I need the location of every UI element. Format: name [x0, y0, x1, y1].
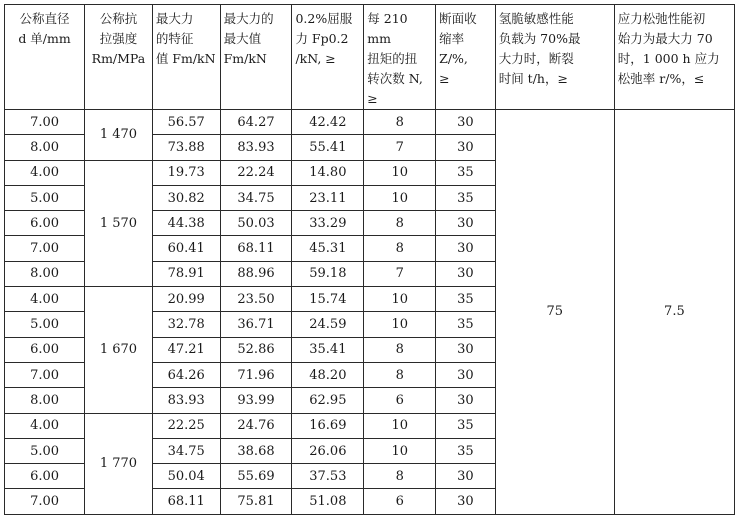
cell-yield-force: 42.42: [292, 110, 364, 135]
cell-diameter: 8.00: [5, 261, 85, 286]
cell-yield-force: 37.53: [292, 464, 364, 489]
cell-reduction: 30: [436, 388, 496, 413]
header-yield-force: [292, 5, 364, 110]
header-line: 时间 t/h，≥: [498, 71, 568, 86]
cell-torsion: 10: [364, 160, 436, 185]
cell-diameter: 5.00: [5, 185, 85, 210]
cell-max-force-char: 68.11: [152, 489, 220, 514]
header-line: 最大值: [223, 31, 262, 46]
cell-reduction: 35: [436, 438, 496, 463]
cell-tensile-strength: 1 770: [85, 413, 153, 514]
header-line: 每 210 mm: [367, 11, 408, 46]
cell-diameter: 5.00: [5, 438, 85, 463]
cell-yield-force: 35.41: [292, 337, 364, 362]
cell-max-force-max: 50.03: [220, 211, 292, 236]
cell-torsion: 8: [364, 337, 436, 362]
cell-max-force-char: 32.78: [152, 312, 220, 337]
cell-max-force-max: 55.69: [220, 464, 292, 489]
cell-torsion: 10: [364, 312, 436, 337]
header-tensile-strength: [85, 5, 153, 110]
header-line: 转次数 N,: [367, 71, 423, 86]
cell-reduction: 35: [436, 287, 496, 312]
cell-relaxation-rate: 7.5: [614, 110, 734, 515]
header-line: 大力时，断裂: [498, 51, 574, 66]
cell-max-force-char: 34.75: [152, 438, 220, 463]
cell-max-force-max: 24.76: [220, 413, 292, 438]
cell-max-force-char: 44.38: [152, 211, 220, 236]
cell-torsion: 10: [364, 413, 436, 438]
cell-torsion: 8: [364, 362, 436, 387]
cell-reduction: 30: [436, 236, 496, 261]
cell-yield-force: 23.11: [292, 185, 364, 210]
header-line: 最大力的: [223, 11, 274, 26]
cell-max-force-max: 38.68: [220, 438, 292, 463]
header-line: 0.2%屈服: [295, 11, 353, 26]
cell-torsion: 10: [364, 438, 436, 463]
cell-torsion: 8: [364, 464, 436, 489]
header-line: 缩率: [439, 31, 465, 46]
cell-reduction: 30: [436, 489, 496, 514]
cell-yield-force: 51.08: [292, 489, 364, 514]
cell-reduction: 35: [436, 413, 496, 438]
cell-max-force-char: 20.99: [152, 287, 220, 312]
header-line: 氢脆敏感性能: [498, 11, 574, 26]
cell-max-force-max: 93.99: [220, 388, 292, 413]
header-line: 公称抗: [99, 11, 138, 26]
cell-max-force-char: 47.21: [152, 337, 220, 362]
cell-diameter: 4.00: [5, 160, 85, 185]
cell-yield-force: 45.31: [292, 236, 364, 261]
cell-diameter: 6.00: [5, 337, 85, 362]
header-line: Fm/kN: [223, 51, 267, 66]
cell-diameter: 8.00: [5, 388, 85, 413]
header-line: 断面收: [439, 11, 477, 26]
cell-yield-force: 59.18: [292, 261, 364, 286]
cell-diameter: 6.00: [5, 464, 85, 489]
cell-max-force-char: 50.04: [152, 464, 220, 489]
cell-max-force-max: 88.96: [220, 261, 292, 286]
cell-torsion: 7: [364, 261, 436, 286]
cell-diameter: 4.00: [5, 413, 85, 438]
cell-yield-force: 48.20: [292, 362, 364, 387]
cell-max-force-max: 23.50: [220, 287, 292, 312]
cell-max-force-max: 68.11: [220, 236, 292, 261]
cell-reduction: 30: [436, 464, 496, 489]
header-hydrogen-embrittlement: [495, 5, 614, 110]
cell-torsion: 7: [364, 135, 436, 160]
cell-max-force-max: 52.86: [220, 337, 292, 362]
cell-diameter: 8.00: [5, 135, 85, 160]
cell-reduction: 30: [436, 135, 496, 160]
header-line: 力 Fp0.2: [295, 31, 349, 46]
cell-tensile-strength: 1 670: [85, 287, 153, 413]
cell-max-force-char: 78.91: [152, 261, 220, 286]
header-line: /kN, ≥: [295, 51, 336, 66]
cell-diameter: 7.00: [5, 362, 85, 387]
header-line: 拉强度: [99, 31, 138, 46]
cell-yield-force: 55.41: [292, 135, 364, 160]
cell-tensile-strength: 1 570: [85, 160, 153, 286]
header-line: 应力松弛性能初: [617, 11, 706, 26]
cell-diameter: 5.00: [5, 312, 85, 337]
header-row: [5, 5, 735, 110]
cell-yield-force: 16.69: [292, 413, 364, 438]
cell-torsion: 8: [364, 236, 436, 261]
header-max-force-max: [220, 5, 292, 110]
header-line: ≥: [367, 91, 378, 106]
header-line: 时，1 000 h 应力: [617, 51, 720, 66]
header-stress-relaxation: [614, 5, 734, 110]
cell-diameter: 7.00: [5, 110, 85, 135]
cell-max-force-char: 22.25: [152, 413, 220, 438]
cell-yield-force: 62.95: [292, 388, 364, 413]
cell-tensile-strength: 1 470: [85, 110, 153, 161]
cell-diameter: 4.00: [5, 287, 85, 312]
cell-reduction: 30: [436, 362, 496, 387]
cell-yield-force: 26.06: [292, 438, 364, 463]
header-line: 公称直径: [19, 11, 70, 26]
header-max-force-char: [152, 5, 220, 110]
cell-max-force-char: 83.93: [152, 388, 220, 413]
table-body: [5, 110, 735, 515]
cell-hydrogen-time: 75: [495, 110, 614, 515]
cell-diameter: 6.00: [5, 211, 85, 236]
table-row: [5, 110, 735, 135]
cell-yield-force: 14.80: [292, 160, 364, 185]
cell-yield-force: 33.29: [292, 211, 364, 236]
header-line: Rm/MPa: [91, 51, 146, 66]
cell-max-force-char: 73.88: [152, 135, 220, 160]
header-line: 扭矩的扭: [367, 51, 418, 66]
header-line: 负载为 70%最: [498, 31, 581, 46]
header-line: Z/%,: [439, 51, 468, 66]
cell-reduction: 35: [436, 185, 496, 210]
cell-max-force-char: 64.26: [152, 362, 220, 387]
cell-max-force-max: 83.93: [220, 135, 292, 160]
cell-reduction: 30: [436, 261, 496, 286]
header-line: 的特征: [155, 31, 194, 46]
header-line: 始力为最大力 70: [617, 31, 713, 46]
header-line: 松弛率 r/%，≤: [617, 71, 705, 86]
cell-max-force-max: 64.27: [220, 110, 292, 135]
cell-reduction: 35: [436, 312, 496, 337]
cell-torsion: 6: [364, 489, 436, 514]
header-line: ≥: [439, 71, 450, 86]
cell-yield-force: 24.59: [292, 312, 364, 337]
cell-diameter: 7.00: [5, 236, 85, 261]
wire-spec-table: [4, 4, 735, 515]
cell-max-force-max: 22.24: [220, 160, 292, 185]
cell-reduction: 30: [436, 110, 496, 135]
cell-reduction: 35: [436, 160, 496, 185]
cell-yield-force: 15.74: [292, 287, 364, 312]
cell-torsion: 6: [364, 388, 436, 413]
cell-reduction: 30: [436, 337, 496, 362]
header-line: 最大力: [155, 11, 194, 26]
cell-torsion: 8: [364, 211, 436, 236]
cell-max-force-char: 19.73: [152, 160, 220, 185]
cell-max-force-max: 36.71: [220, 312, 292, 337]
header-area-reduction: [436, 5, 496, 110]
cell-diameter: 7.00: [5, 489, 85, 514]
header-torsion-count: [364, 5, 436, 110]
cell-max-force-char: 56.57: [152, 110, 220, 135]
cell-max-force-char: 30.82: [152, 185, 220, 210]
header-line: d 单/mm: [18, 31, 71, 46]
cell-max-force-max: 75.81: [220, 489, 292, 514]
header-nominal-diameter: [5, 5, 85, 110]
header-line: 值 Fm/kN: [155, 51, 216, 66]
cell-torsion: 10: [364, 287, 436, 312]
cell-max-force-max: 71.96: [220, 362, 292, 387]
cell-torsion: 8: [364, 110, 436, 135]
cell-torsion: 10: [364, 185, 436, 210]
cell-reduction: 30: [436, 211, 496, 236]
cell-max-force-max: 34.75: [220, 185, 292, 210]
cell-max-force-char: 60.41: [152, 236, 220, 261]
